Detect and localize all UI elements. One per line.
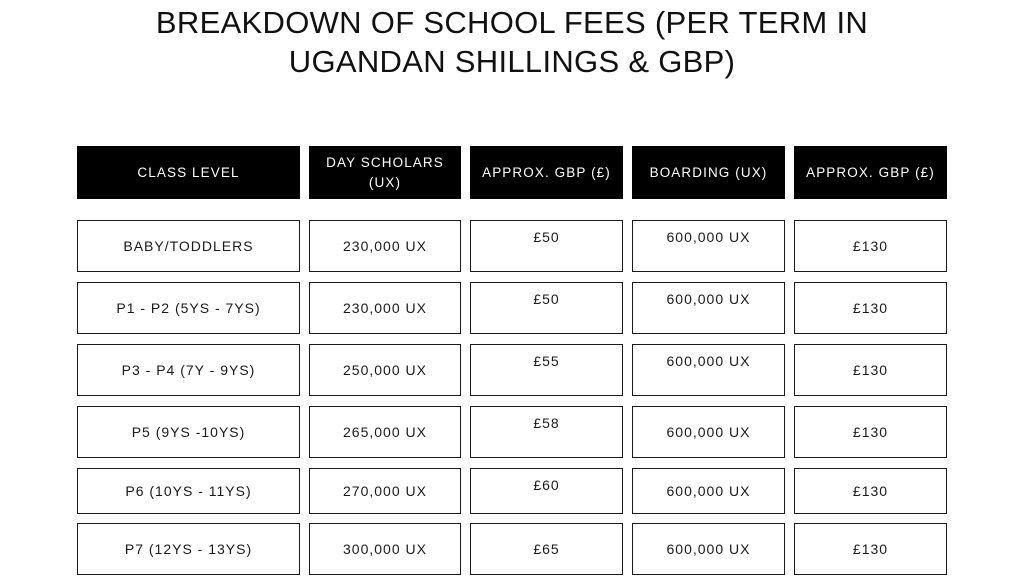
- page-title-line-1: BREAKDOWN OF SCHOOL FEES (PER TERM IN: [155, 5, 869, 40]
- table-cell-boarding-gbp: £130: [794, 220, 947, 272]
- table-cell-day-scholars-gbp: £65: [470, 523, 623, 575]
- column-header-day-scholars-ux: DAY SCHOLARS (UX): [309, 146, 461, 199]
- table-cell-boarding-ux: 600,000 UX: [632, 282, 785, 334]
- page-title-line-2: UGANDAN SHILLINGS & GBP): [288, 44, 736, 79]
- table-cell-day-scholars-gbp: £60: [470, 468, 623, 514]
- table-cell-day-scholars-ux: 270,000 UX: [309, 468, 461, 514]
- table-cell-boarding-gbp: £130: [794, 523, 947, 575]
- table-cell-boarding-ux: 600,000 UX: [632, 406, 785, 458]
- table-cell-class-level: P1 - P2 (5YS - 7YS): [77, 282, 300, 334]
- table-cell-day-scholars-gbp: £50: [470, 282, 623, 334]
- table-cell-class-level: BABY/TODDLERS: [77, 220, 300, 272]
- table-cell-day-scholars-ux: 300,000 UX: [309, 523, 461, 575]
- table-cell-class-level: P3 - P4 (7Y - 9YS): [77, 344, 300, 396]
- column-header-class-level: CLASS LEVEL: [77, 146, 300, 199]
- table-cell-class-level: P7 (12YS - 13YS): [77, 523, 300, 575]
- table-cell-boarding-ux: 600,000 UX: [632, 468, 785, 514]
- table-cell-day-scholars-ux: 230,000 UX: [309, 282, 461, 334]
- table-cell-boarding-ux: 600,000 UX: [632, 344, 785, 396]
- table-cell-boarding-ux: 600,000 UX: [632, 523, 785, 575]
- table-cell-day-scholars-ux: 230,000 UX: [309, 220, 461, 272]
- table-cell-day-scholars-ux: 265,000 UX: [309, 406, 461, 458]
- table-cell-boarding-gbp: £130: [794, 282, 947, 334]
- table-cell-day-scholars-gbp: £50: [470, 220, 623, 272]
- table-cell-day-scholars-ux: 250,000 UX: [309, 344, 461, 396]
- column-header-boarding-ux: BOARDING (UX): [632, 146, 785, 199]
- column-header-boarding-gbp: APPROX. GBP (£): [794, 146, 947, 199]
- table-cell-day-scholars-gbp: £55: [470, 344, 623, 396]
- page-title: [0, 3, 1024, 81]
- table-cell-boarding-gbp: £130: [794, 468, 947, 514]
- column-header-day-scholars-gbp: APPROX. GBP (£): [470, 146, 623, 199]
- table-cell-boarding-gbp: £130: [794, 344, 947, 396]
- table-cell-class-level: P5 (9YS -10YS): [77, 406, 300, 458]
- table-cell-class-level: P6 (10YS - 11YS): [77, 468, 300, 514]
- table-cell-boarding-gbp: £130: [794, 406, 947, 458]
- table-cell-boarding-ux: 600,000 UX: [632, 220, 785, 272]
- table-cell-day-scholars-gbp: £58: [470, 406, 623, 458]
